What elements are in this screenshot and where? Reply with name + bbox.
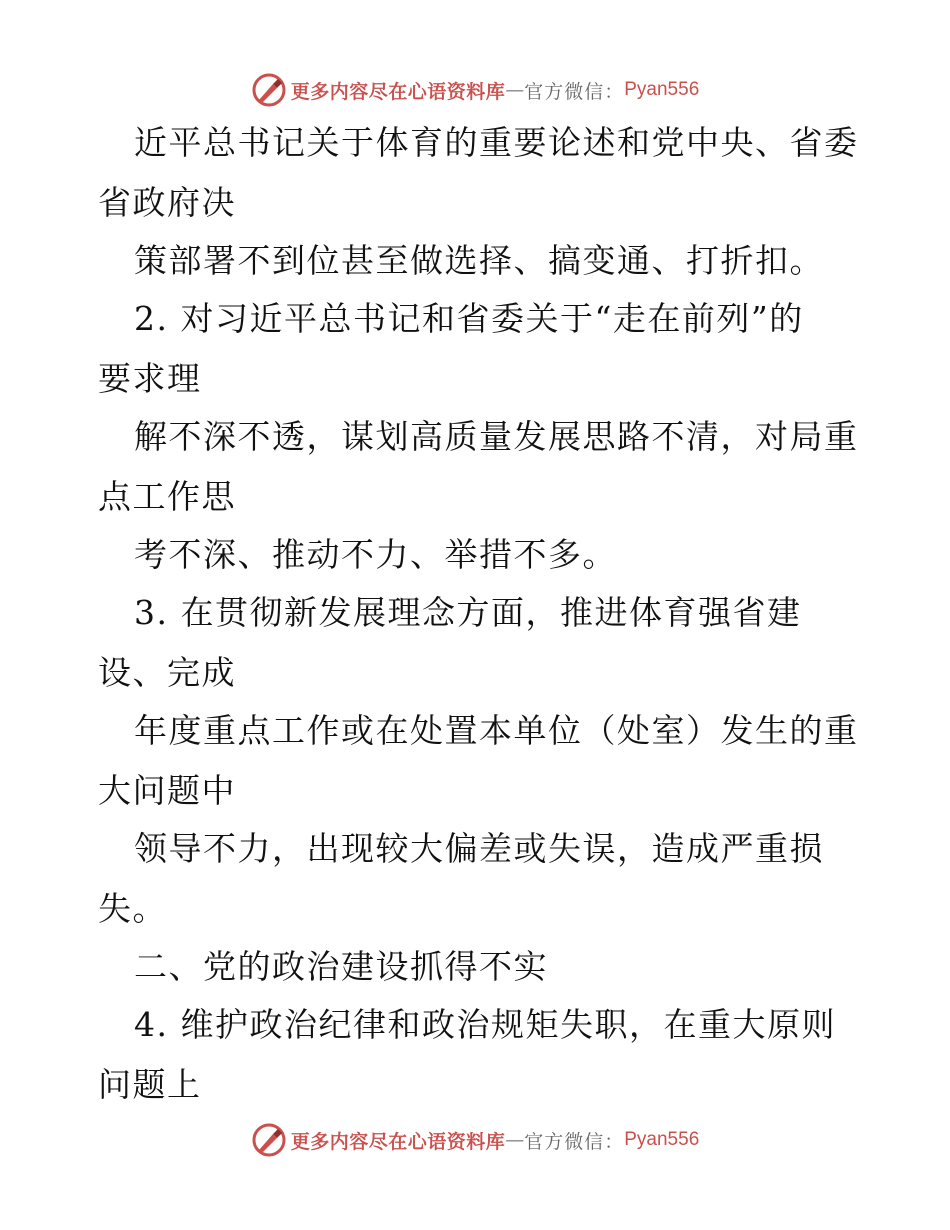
text-line: 问题上 [98,1065,202,1104]
watermark-sub-text: 官方微信： [524,80,625,103]
watermark-main-text: 更多内容尽在心语资料库 [290,80,506,103]
footer-watermark [0,1120,950,1160]
text-line: 要求理 [98,359,202,398]
watermark-main-text: 更多内容尽在心语资料库 [290,1130,506,1153]
text-line: 大问题中 [98,771,236,810]
text-line: 近平总书记关于体育的重要论述和党中央、省委 [134,123,859,162]
watermark-wechat-id: Pyan556 [624,79,700,100]
text-line: 考不深、推动不力、举措不多。 [134,535,617,574]
pen-logo-icon [251,1122,287,1158]
text-line: 2. 对习近平总书记和省委关于“走在前列”的 [134,299,804,338]
text-line: 4. 维护政治纪律和政治规矩失职，在重大原则 [134,1005,836,1044]
header-watermark [0,70,950,110]
text-line: 策部署不到位甚至做选择、搞变通、打折扣。 [134,241,824,280]
watermark-dash: — [505,1129,525,1151]
text-line: 解不深不透，谋划高质量发展思路不清，对局重 [134,417,859,456]
text-line: 年度重点工作或在处置本单位（处室）发生的重 [134,711,859,750]
pen-logo-icon [251,72,287,108]
text-line: 省政府决 [98,183,236,222]
section-heading: 二、党的政治建设抓得不实 [134,947,548,986]
watermark-dash: — [505,79,525,101]
text-line: 领导不力，出现较大偏差或失误，造成严重损 [134,829,824,868]
text-line: 设、完成 [98,653,236,692]
text-line: 3. 在贯彻新发展理念方面，推进体育强省建 [134,593,802,632]
text-line: 点工作思 [98,477,236,516]
watermark-wechat-id: Pyan556 [624,1129,700,1150]
text-line: 失。 [98,889,167,928]
watermark-sub-text: 官方微信： [524,1130,625,1153]
